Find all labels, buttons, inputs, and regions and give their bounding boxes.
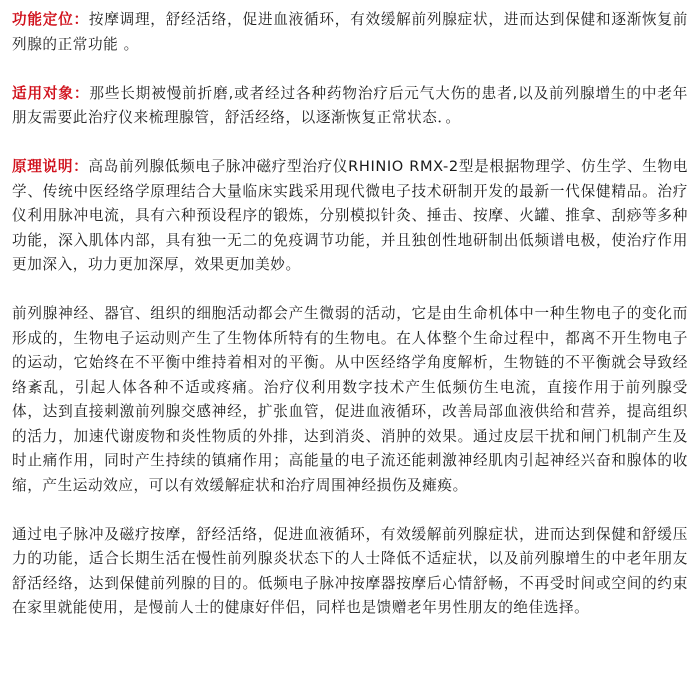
section-text: 按摩调理，舒经活络，促进血液循环，有效缓解前列腺症状，进而达到保健和逐渐恢复前列腺的正常功能 。	[12, 11, 688, 53]
section-summary-paragraph	[12, 523, 688, 621]
section-label: 适用对象：	[12, 84, 90, 102]
section-bioelectric-paragraph	[12, 302, 688, 498]
section-text: 高岛前列腺低频电子脉冲磁疗型治疗仪RHINIO RMX-2型是根据物理学、仿生学、生物电学、传统中医经络学原理结合大量临床实践采用现代微电子技术研制开发的最新一代保健精品。治疗仪利用脉冲电流，具有六种预设程序的锻炼，分别模拟针灸、捶击、按摩、火罐、推拿、刮痧等多种功能，深入肌体内部，具有独一无二的免疫调节功能，并且独创性地研制出低频谱电极，使治疗作用更加深入，功力更加深厚，效果更加美妙。	[12, 158, 688, 273]
section-function-positioning	[12, 8, 688, 57]
section-target-users	[12, 82, 688, 131]
section-principle	[12, 155, 688, 278]
section-text: 前列腺神经、器官、组织的细胞活动都会产生微弱的活动，它是由生命机体中一种生物电子的变化而形成的，生物电子运动则产生了生物体所特有的生物电。在人体整个生命过程中，都离不开生物电子的运动，它始终在不平衡中维持着相对的平衡。从中医经络学角度解析，生物链的不平衡就会导致经络紊乱，引起人体各种不适或疼痛。治疗仪利用数字技术产生低频仿生电流，直接作用于前列腺受体，达到直接刺激前列腺交感神经，扩张血管，促进血液循环，改善局部血液供给和营养，提高组织的活力，加速代谢废物和炎性物质的外排，达到消炎、消肿的效果。通过皮层干扰和闸门机制产生及时止痛作用，同时产生持续的镇痛作用；高能量的电子流还能刺激神经肌肉引起神经兴奋和腺体的收缩，产生运动效应，可以有效缓解症状和治疗周围神经损伤及瘫痪。	[12, 305, 688, 494]
section-text: 那些长期被慢前折磨,或者经过各种药物治疗后元气大伤的患者,以及前列腺增生的中老年朋友需要此治疗仪来梳理腺管，舒活经络，以逐渐恢复正常状态．。	[12, 84, 688, 126]
section-label: 功能定位：	[12, 11, 89, 28]
section-text: 通过电子脉冲及磁疗按摩，舒经活络，促进血液循环，有效缓解前列腺症状，进而达到保健和舒缓压力的功能，适合长期生活在慢性前列腺炎状态下的人士降低不适症状，以及前列腺增生的中老年朋友舒活经络，达到保健前列腺的目的。低频电子脉冲按摩器按摩后心情舒畅，不再受时间或空间的约束在家里就能使用，是慢前人士的健康好伴侣，同样也是馈赠老年男性朋友的绝佳选择。	[12, 525, 688, 616]
section-label: 原理说明：	[12, 158, 89, 175]
